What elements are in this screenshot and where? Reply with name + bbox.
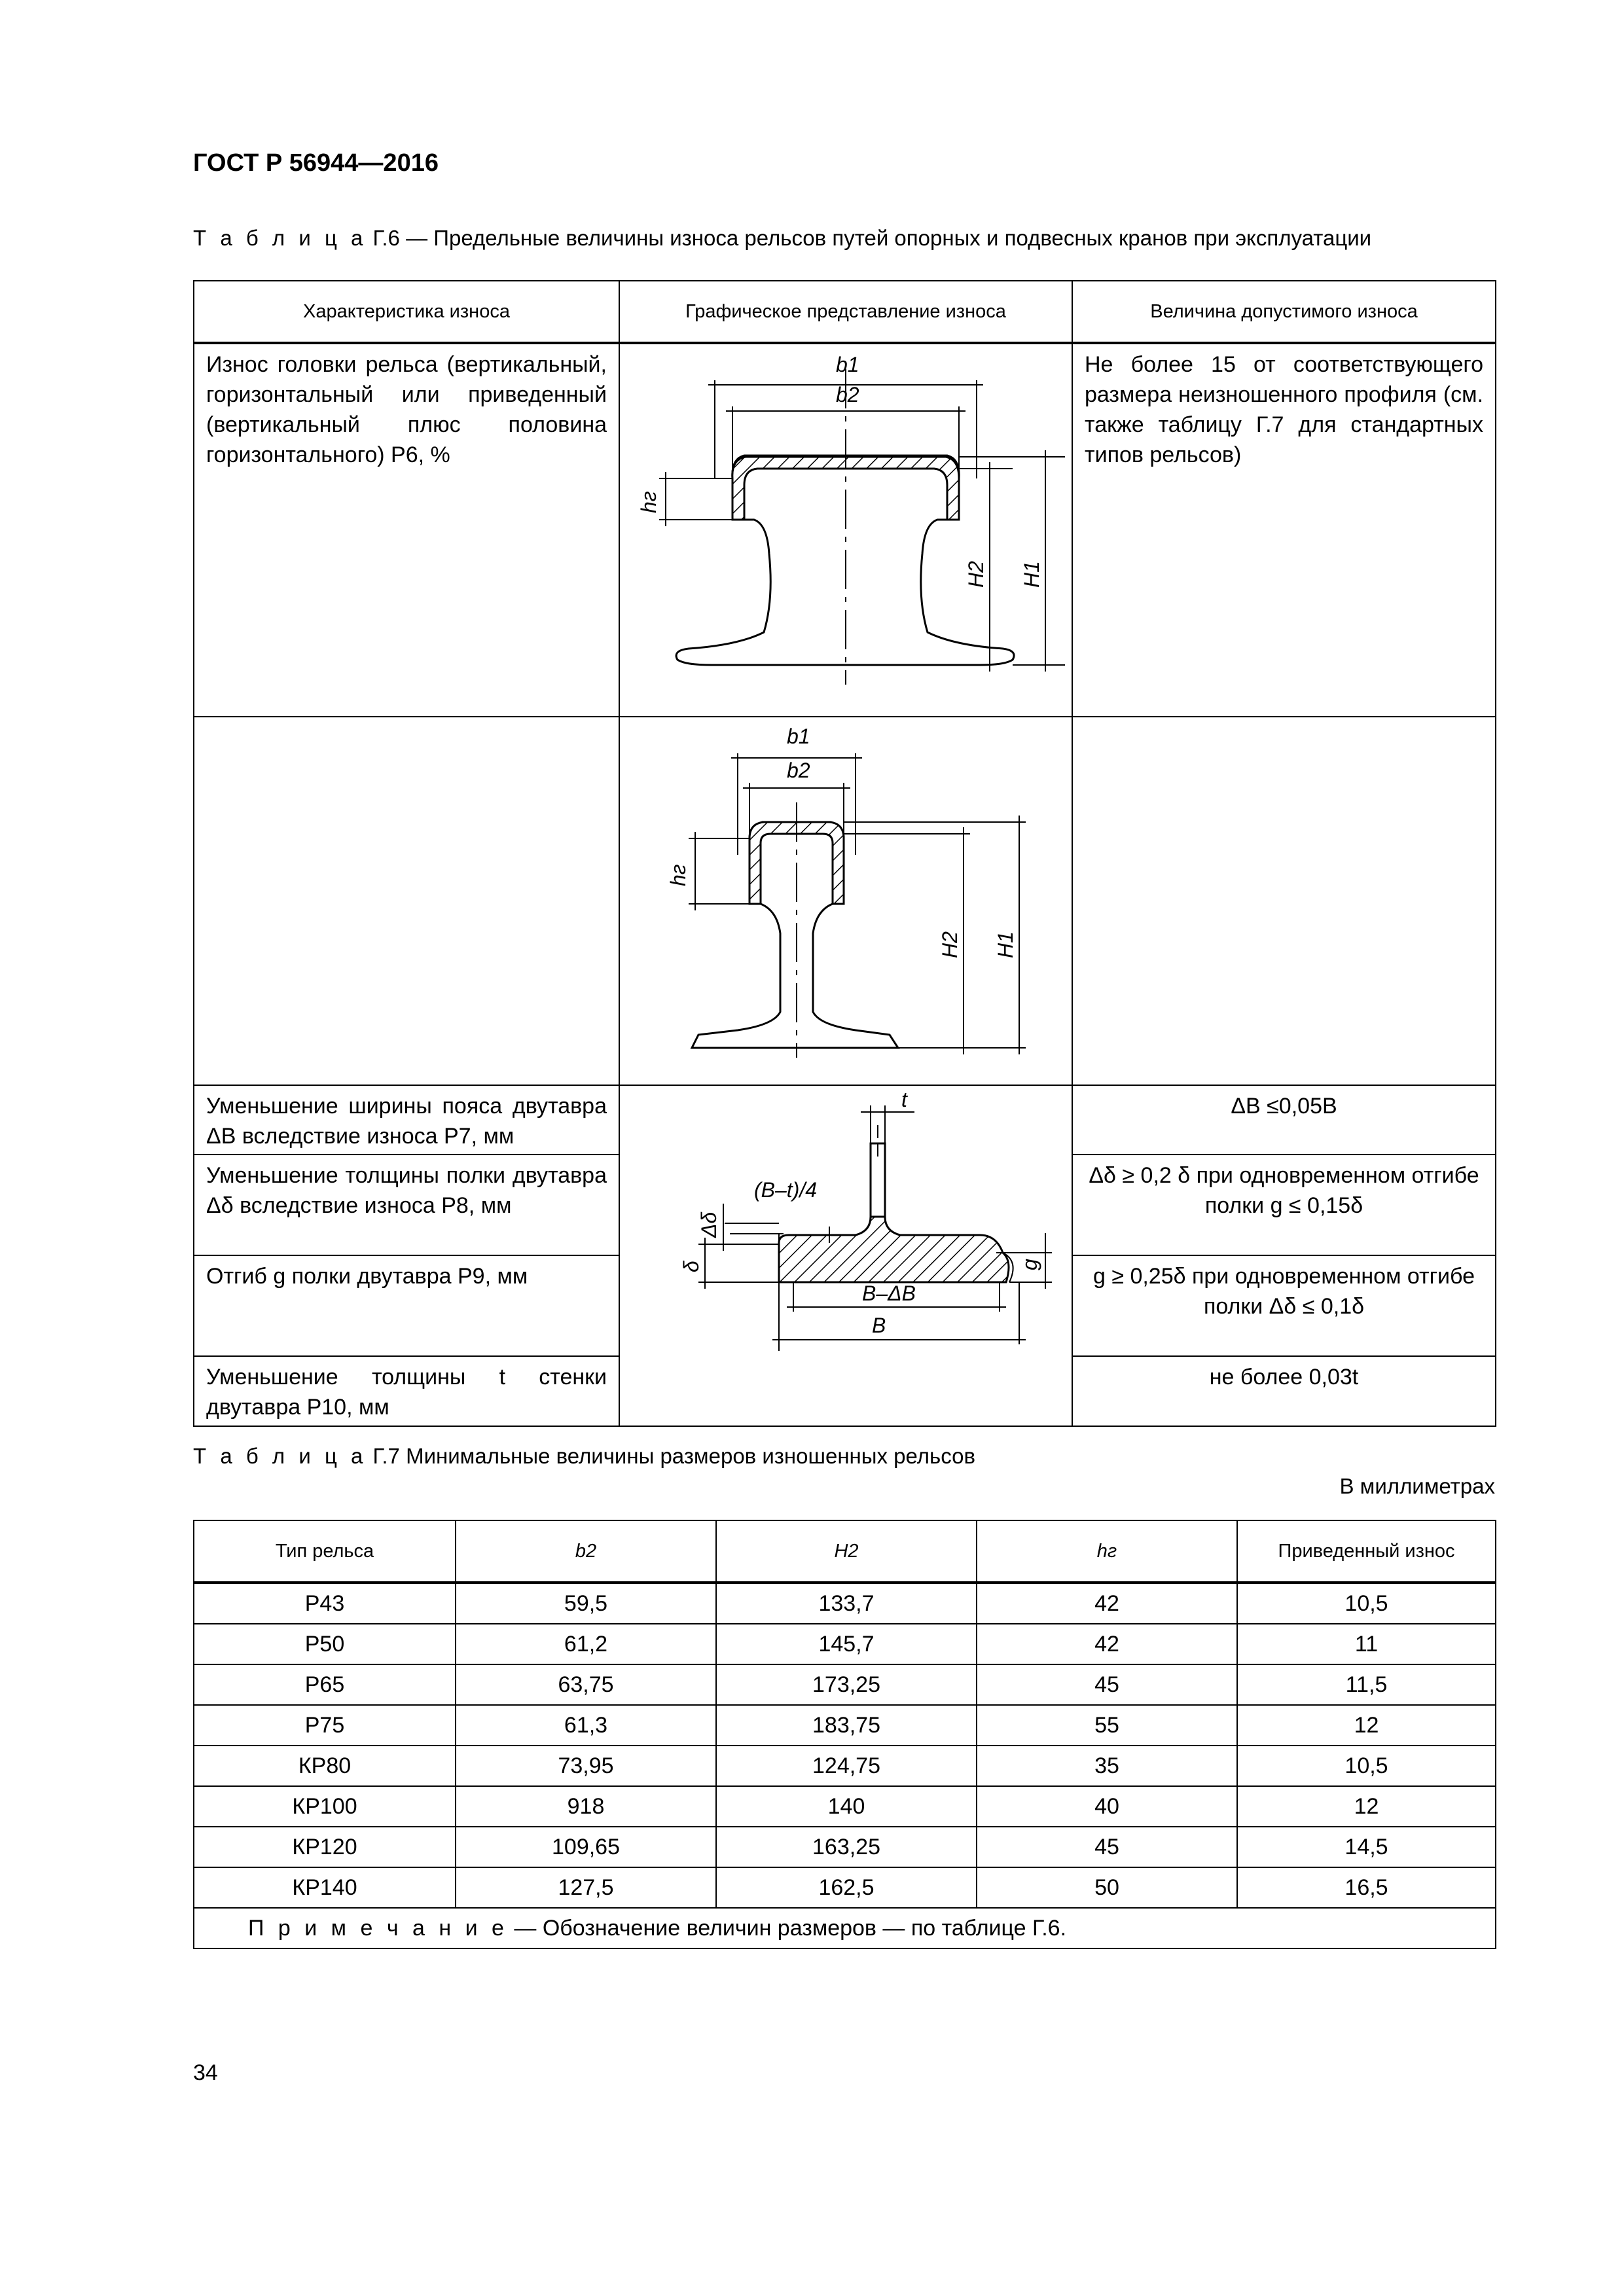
table-row xyxy=(194,1827,1496,1867)
table7-cell: 183,75 xyxy=(716,1705,977,1746)
table7-cell: 45 xyxy=(977,1827,1237,1867)
label-H1: H1 xyxy=(994,931,1017,958)
label-t: t xyxy=(901,1088,907,1111)
table7-cell: 12 xyxy=(1237,1705,1496,1746)
label-b2: b2 xyxy=(836,383,859,406)
table7-cell: 127,5 xyxy=(456,1867,716,1908)
table6-header-row xyxy=(194,281,1496,342)
table7-cell: 11,5 xyxy=(1237,1664,1496,1705)
table7-caption-prefix: Т а б л и ц а xyxy=(193,1444,367,1468)
table7-cell: 73,95 xyxy=(456,1746,716,1786)
table7-cell: 40 xyxy=(977,1786,1237,1827)
table7-col-reduced-wear: Приведенный износ xyxy=(1237,1520,1496,1582)
table-row xyxy=(194,344,1496,717)
table6-row3-value: ΔB ≤0,05B xyxy=(1231,1094,1337,1119)
table-row xyxy=(194,1664,1496,1705)
table7-cell: 133,7 xyxy=(716,1583,977,1624)
label-bt4: (B–t)/4 xyxy=(754,1178,818,1202)
table7-cell: КР80 xyxy=(194,1746,456,1786)
table6-row3-characteristic: Уменьшение ширины пояса двутавра ΔB вследствие износа Р7, мм xyxy=(206,1094,607,1149)
document-header: ГОСТ Р 56944—2016 xyxy=(193,149,439,177)
table7-col-b2: b2 xyxy=(456,1520,716,1582)
table-g6 xyxy=(193,280,1496,1427)
label-g: g xyxy=(1018,1259,1041,1270)
table7-cell: 145,7 xyxy=(716,1624,977,1664)
table6-row4-value: Δδ ≥ 0,2 δ при одновременном отгибе полки g ≤ 0,15δ xyxy=(1089,1163,1479,1218)
label-hr: hг xyxy=(637,491,660,513)
table-row xyxy=(194,1867,1496,1908)
label-b1: b1 xyxy=(787,725,810,748)
table6-row6-value: не более 0,03t xyxy=(1209,1365,1359,1390)
table7-units: В миллиметрах xyxy=(1339,1474,1495,1498)
table7-cell: 50 xyxy=(977,1867,1237,1908)
label-delta: δ xyxy=(679,1261,703,1272)
i-beam-wear-drawing xyxy=(620,1086,1072,1429)
table7-cell: Р75 xyxy=(194,1705,456,1746)
table-row xyxy=(194,1583,1496,1624)
table7-cell: 42 xyxy=(977,1583,1237,1624)
table6-caption xyxy=(193,226,1371,251)
table6-row6-characteristic: Уменьшение толщины t стенки двутавра Р10, мм xyxy=(206,1365,607,1420)
table7-cell: 918 xyxy=(456,1786,716,1827)
label-bdb: B–ΔB xyxy=(862,1282,916,1305)
rail-head-wear-drawing-2 xyxy=(620,717,1072,1084)
table7-note-text: — Обозначение величин размеров — по таблице Г.6. xyxy=(514,1915,1067,1941)
table7-note-row xyxy=(194,1908,1496,1948)
table7-cell: 42 xyxy=(977,1624,1237,1664)
label-b2: b2 xyxy=(787,759,810,782)
table6-row5-characteristic: Отгиб g полки двутавра Р9, мм xyxy=(206,1264,528,1289)
table7-cell: 14,5 xyxy=(1237,1827,1496,1867)
table7-caption xyxy=(193,1444,975,1469)
label-ddelta: Δδ xyxy=(697,1211,721,1238)
table7-cell: 61,2 xyxy=(456,1624,716,1664)
label-H2: H2 xyxy=(964,561,988,588)
table7-caption-text: Г.7 Минимальные величины размеров изношенных рельсов xyxy=(372,1444,975,1468)
table7-cell: 124,75 xyxy=(716,1746,977,1786)
table7-cell: 63,75 xyxy=(456,1664,716,1705)
rail-head-wear-drawing-1 xyxy=(620,344,1072,716)
table7-cell: КР100 xyxy=(194,1786,456,1827)
table6-row5-value: g ≥ 0,25δ при одновременном отгибе полки Δδ ≤ 0,1δ xyxy=(1092,1264,1475,1319)
table7-cell: 109,65 xyxy=(456,1827,716,1867)
label-b1: b1 xyxy=(836,353,859,376)
table-row xyxy=(194,1085,1496,1155)
table7-cell: Р65 xyxy=(194,1664,456,1705)
table-row xyxy=(194,1705,1496,1746)
label-B: B xyxy=(872,1314,886,1337)
table7-cell: Р43 xyxy=(194,1583,456,1624)
table-row xyxy=(194,1786,1496,1827)
table6-row4-characteristic: Уменьшение толщины полки двутавра Δδ вследствие износа Р8, мм xyxy=(206,1163,607,1218)
table7-col-rail-type: Тип рельса xyxy=(194,1520,456,1582)
table7-cell: 12 xyxy=(1237,1786,1496,1827)
table6-col-characteristic: Характеристика износа xyxy=(194,281,619,342)
table7-cell: 163,25 xyxy=(716,1827,977,1867)
table7-note-prefix: П р и м е ч а н и е xyxy=(248,1915,508,1941)
table7-cell: КР120 xyxy=(194,1827,456,1867)
table7-col-H2: H2 xyxy=(716,1520,977,1582)
table7-cell: 61,3 xyxy=(456,1705,716,1746)
table7-cell: 173,25 xyxy=(716,1664,977,1705)
label-hr: hг xyxy=(666,864,690,886)
table7-cell: КР140 xyxy=(194,1867,456,1908)
table6-row1-value: Не более 15 от соответствующего размера неизношенного профиля (см. также таблицу Г.7 для стандартных типов рельсов) xyxy=(1085,352,1483,467)
table7-cell: 162,5 xyxy=(716,1867,977,1908)
table7-col-hr: hг xyxy=(977,1520,1237,1582)
table-row xyxy=(194,1746,1496,1786)
table7-cell: 140 xyxy=(716,1786,977,1827)
table6-col-value: Величина допустимого износа xyxy=(1072,281,1496,342)
table7-header-row xyxy=(194,1520,1496,1582)
table7-cell: 16,5 xyxy=(1237,1867,1496,1908)
table7-cell: 59,5 xyxy=(456,1583,716,1624)
table7-cell: Р50 xyxy=(194,1624,456,1664)
table7-cell: 35 xyxy=(977,1746,1237,1786)
label-H2: H2 xyxy=(938,931,962,958)
table7-cell: 45 xyxy=(977,1664,1237,1705)
table6-col-graphic: Графическое представление износа xyxy=(619,281,1072,342)
table6-caption-text: Г.6 — Предельные величины износа рельсов путей опорных и подвесных кранов при эксплуатации xyxy=(372,226,1372,250)
label-H1: H1 xyxy=(1020,561,1043,588)
page-number: 34 xyxy=(193,2060,218,2085)
table-g7 xyxy=(193,1520,1496,1949)
table-row xyxy=(194,717,1496,1085)
table7-cell: 11 xyxy=(1237,1624,1496,1664)
table6-row1-characteristic: Износ головки рельса (вертикальный, горизонтальный или приведенный (вертикальный плюс половина горизонтального) Р6, % xyxy=(206,352,607,467)
table7-cell: 10,5 xyxy=(1237,1746,1496,1786)
table-row xyxy=(194,1624,1496,1664)
table7-cell: 55 xyxy=(977,1705,1237,1746)
table7-cell: 10,5 xyxy=(1237,1583,1496,1624)
table6-caption-prefix: Т а б л и ц а xyxy=(193,226,367,250)
